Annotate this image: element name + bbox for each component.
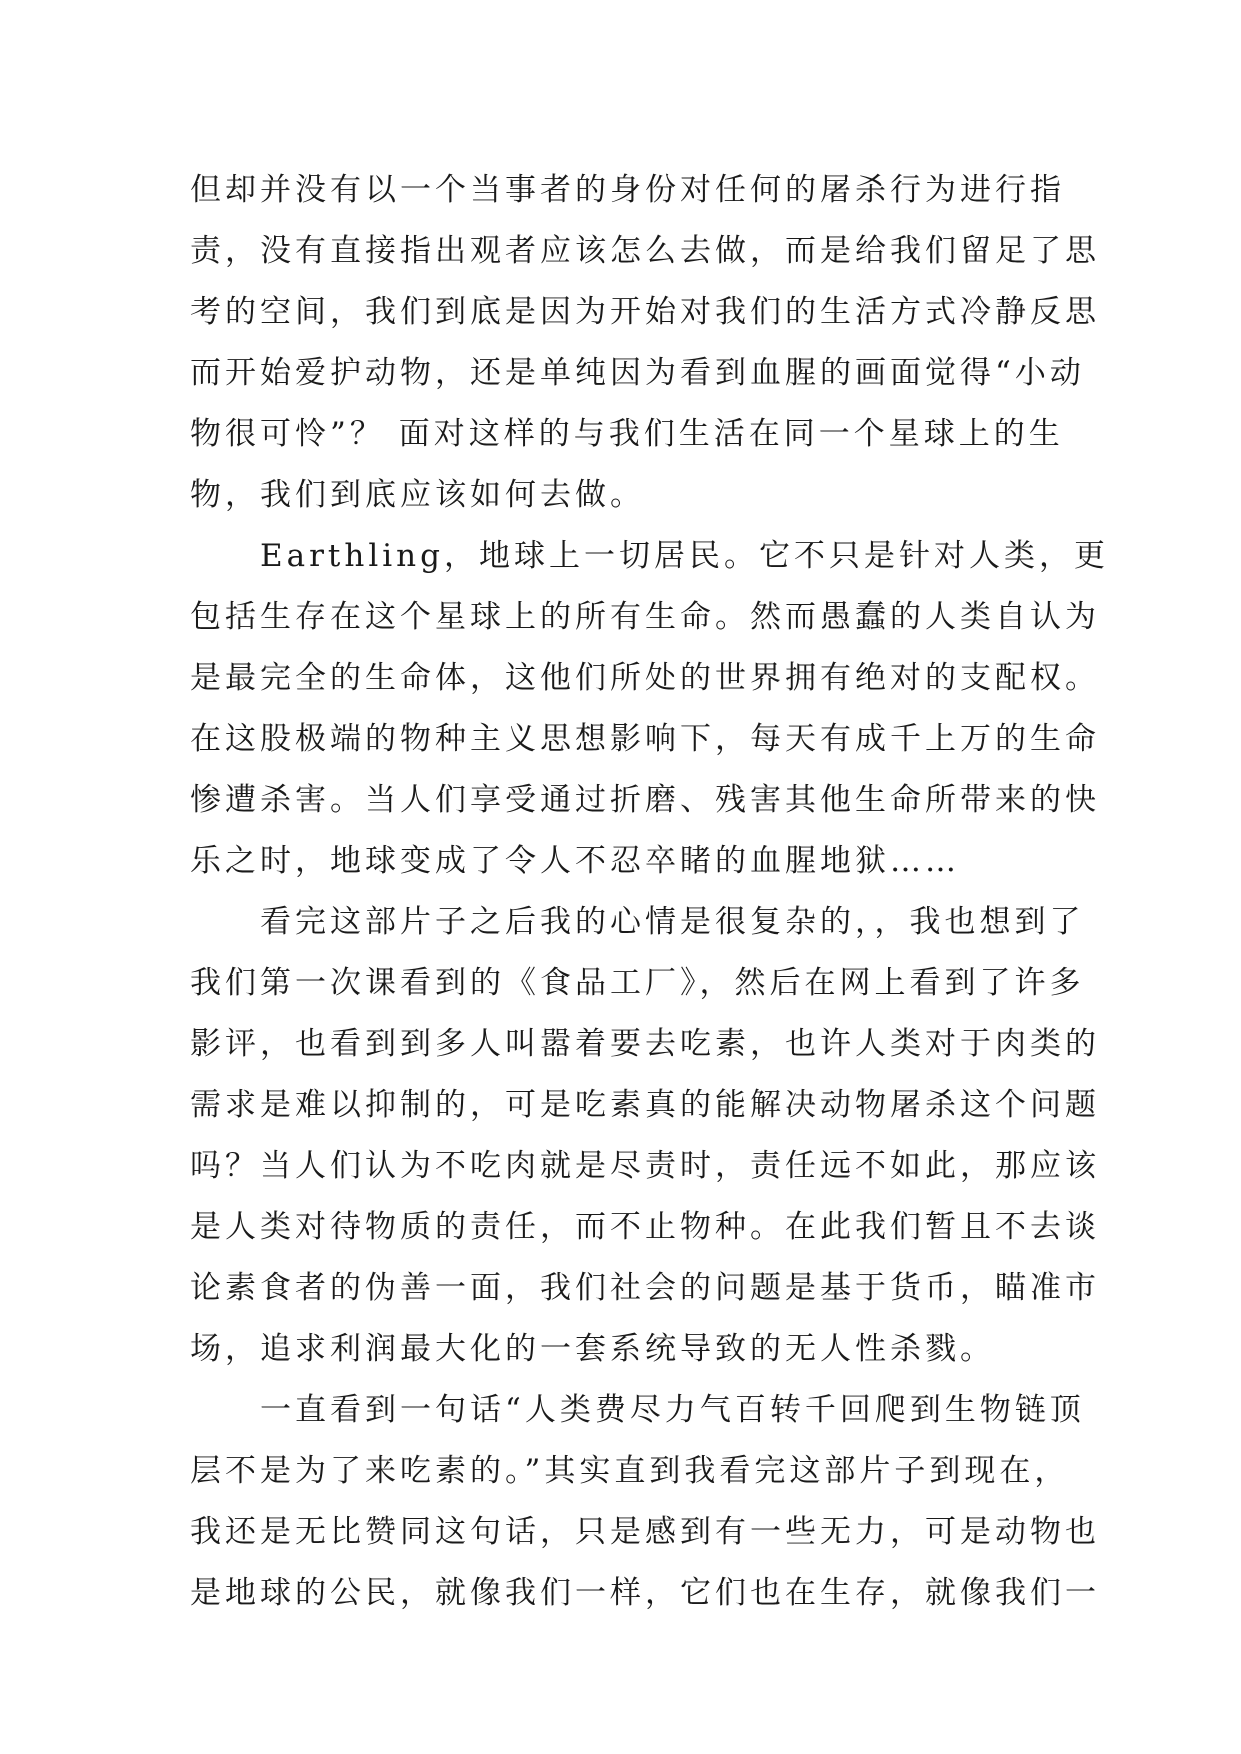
text-line: 物，我们到底应该如何去做。 [190,477,645,513]
text-line: 是人类对待物质的责任，而不止物种。在此我们暂且不去谈 [190,1209,1100,1245]
text-line: 考的空间，我们到底是因为开始对我们的生活方式冷静反思 [190,294,1100,330]
text-line: 吗？当人们认为不吃肉就是尽责时，责任远不如此，那应该 [190,1148,1100,1184]
text-line: 包括生存在这个星球上的所有生命。然而愚蠢的人类自认为 [190,599,1100,635]
text-line: 责，没有直接指出观者应该怎么去做，而是给我们留足了思 [190,233,1100,269]
text-line: 物很可怜”？ 面对这样的与我们生活在同一个星球上的生 [190,416,1064,452]
text-line: Earthling，地球上一切居民。它不只是针对人类，更 [190,538,1109,574]
text-line: 我们第一次课看到的《食品工厂》，然后在网上看到了许多 [190,965,1085,1001]
text-line: 但却并没有以一个当事者的身份对任何的屠杀行为进行指 [190,172,1065,208]
text-line: 影评，也看到到多人叫嚣着要去吃素，也许人类对于肉类的 [190,1026,1100,1062]
text-line: 看完这部片子之后我的心情是很复杂的，，我也想到了 [190,904,1085,940]
text-line: 而开始爱护动物，还是单纯因为看到血腥的画面觉得“小动 [190,355,1085,391]
text-line: 场，追求利润最大化的一套系统导致的无人性杀戮。 [190,1331,995,1367]
text-line: 我还是无比赞同这句话，只是感到有一些无力，可是动物也 [190,1514,1100,1550]
text-line: 一直看到一句话“人类费尽力气百转千回爬到生物链顶 [190,1392,1085,1428]
text-line: 在这股极端的物种主义思想影响下，每天有成千上万的生命 [190,721,1100,757]
text-line: 乐之时，地球变成了令人不忍卒睹的血腥地狱…… [190,843,960,879]
text-line: 层不是为了来吃素的。”其实直到我看完这部片子到现在， [190,1453,1070,1489]
text-line: 是最完全的生命体，这他们所处的世界拥有绝对的支配权。 [190,660,1100,696]
body-text [190,160,1109,1624]
text-line: 惨遭杀害。当人们享受通过折磨、残害其他生命所带来的快 [190,782,1100,818]
text-line: 论素食者的伪善一面，我们社会的问题是基于货币，瞄准市 [190,1270,1100,1306]
text-line: 需求是难以抑制的，可是吃素真的能解决动物屠杀这个问题 [190,1087,1100,1123]
text-line: 是地球的公民，就像我们一样，它们也在生存，就像我们一 [190,1575,1100,1611]
